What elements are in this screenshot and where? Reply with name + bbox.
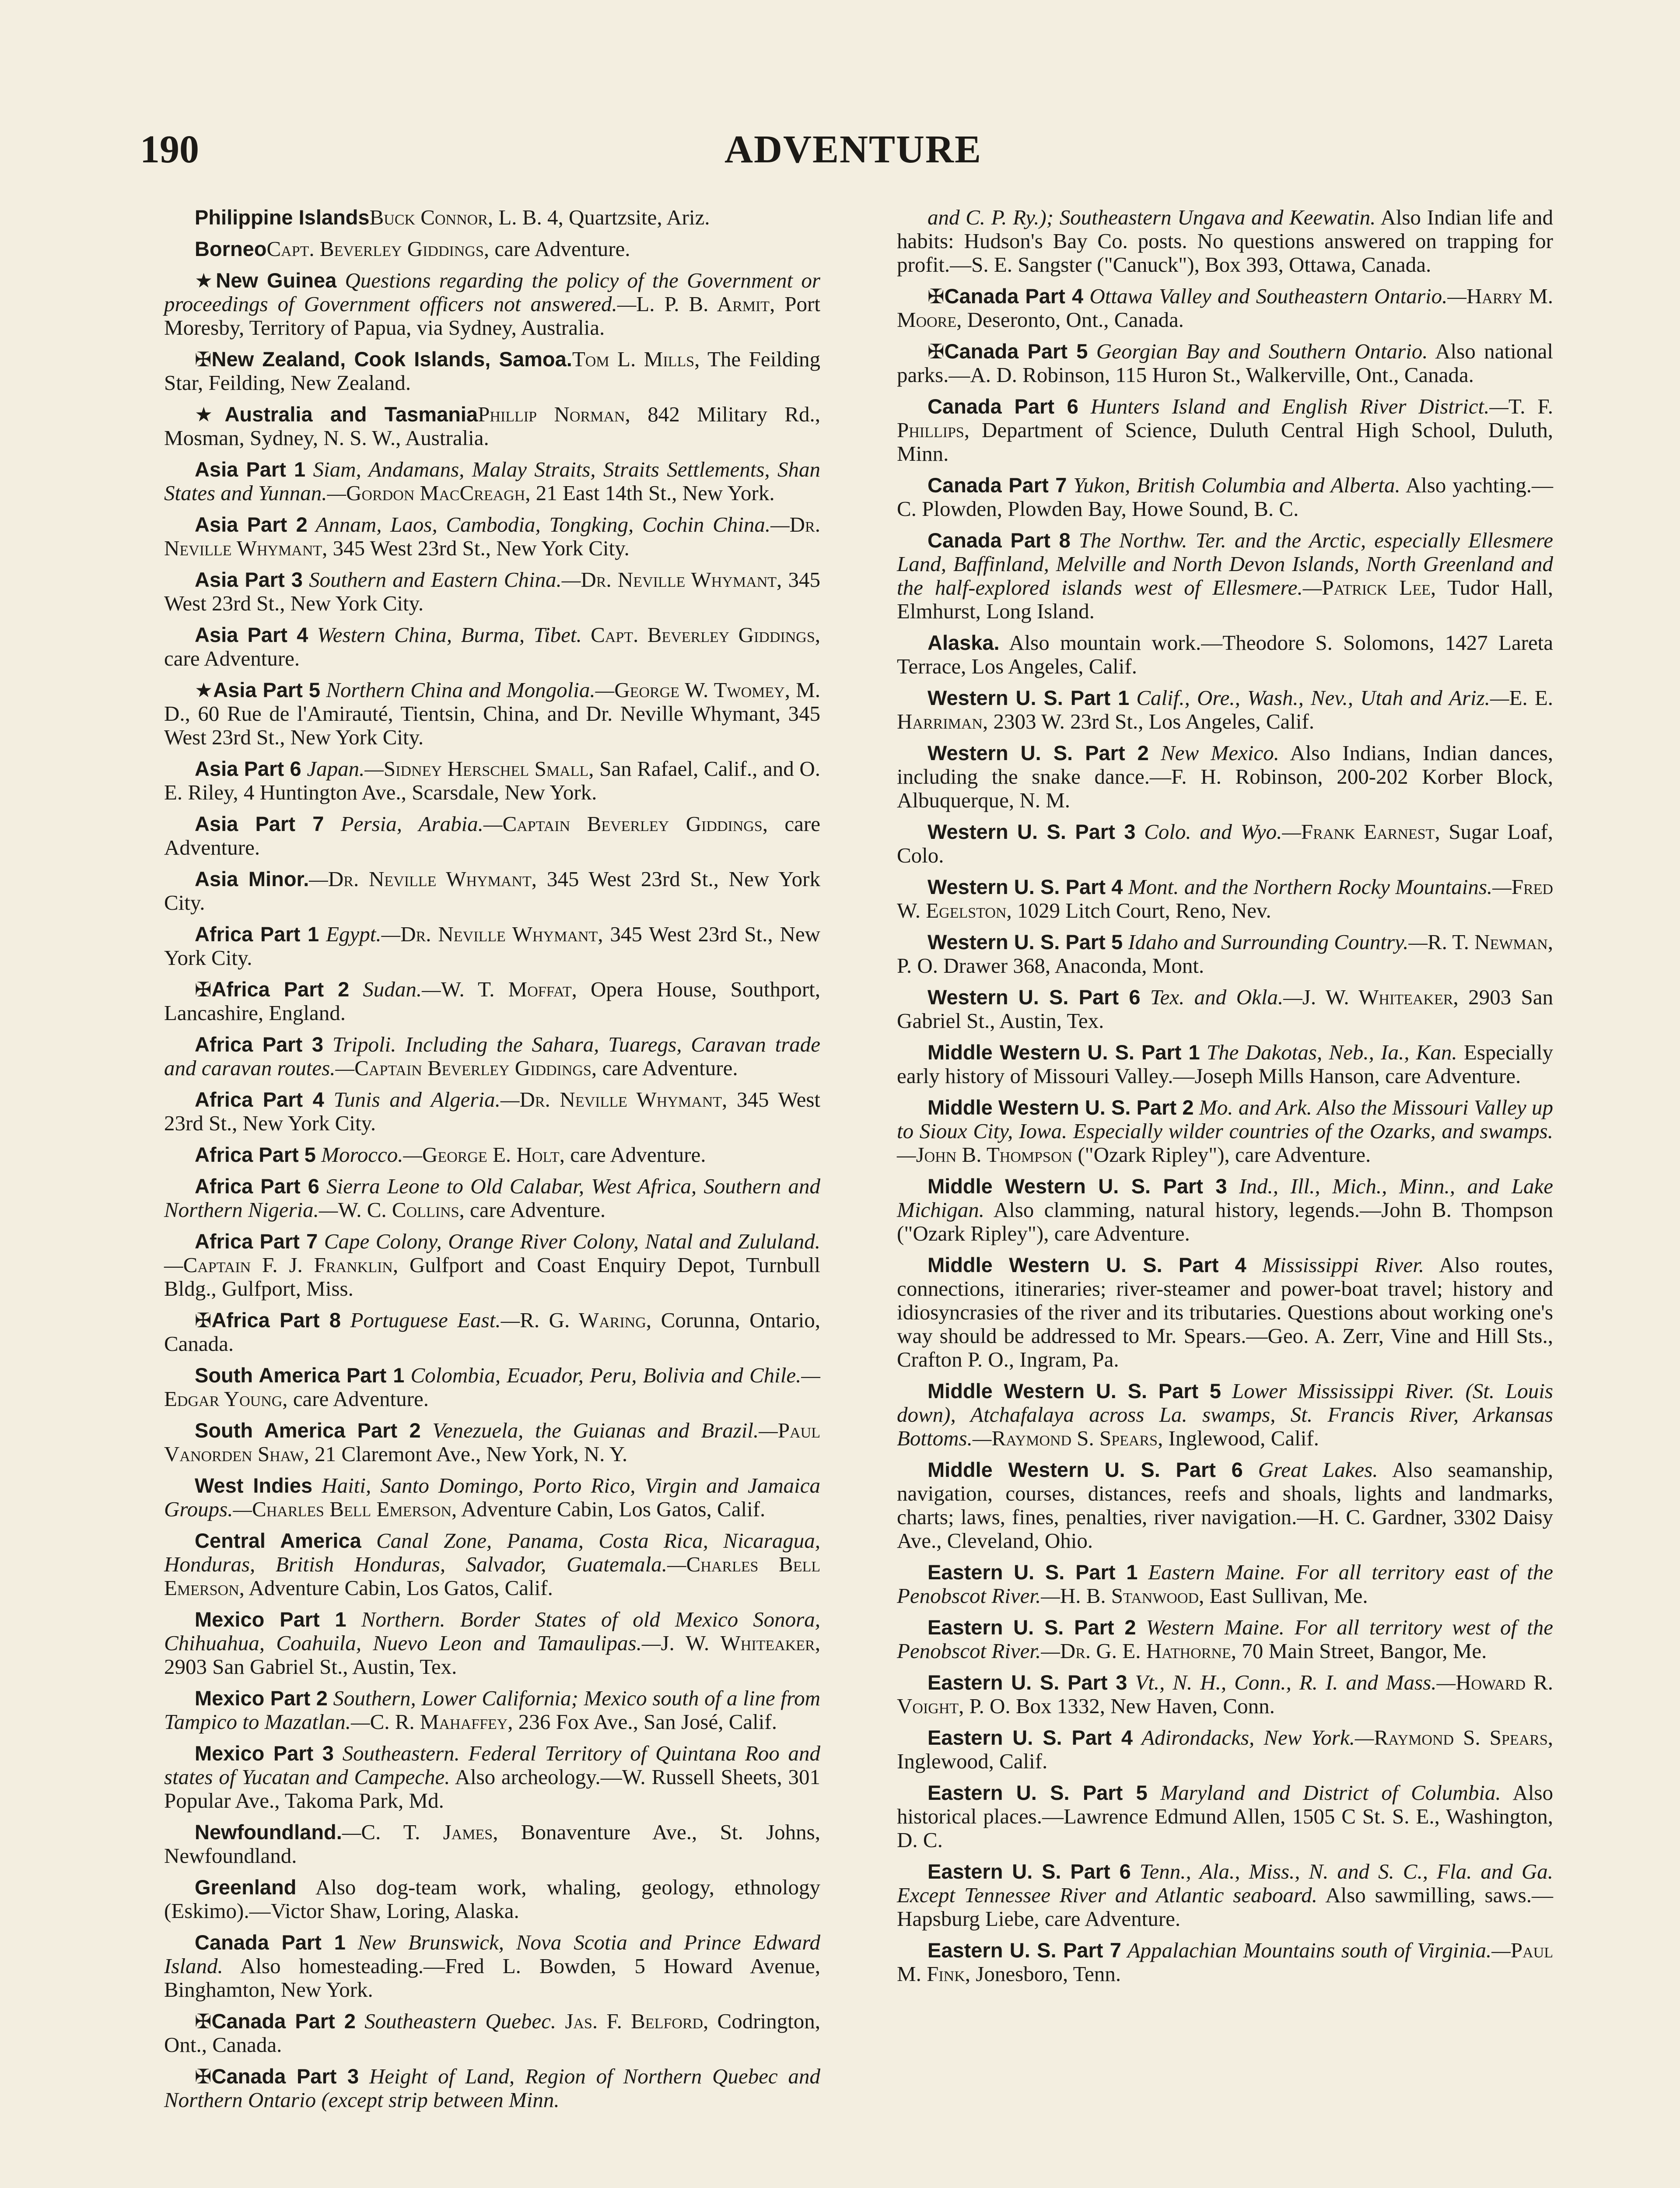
entry-heading: Mexico Part 3 <box>195 1742 334 1765</box>
entry-address: Department of Science, Duluth Central High School, Duluth, Minn. <box>897 418 1553 466</box>
entry-address: L. B. 4, Quartzsite, Ariz. <box>493 205 710 229</box>
entry-heading: Eastern U. S. Part 7 <box>928 1939 1121 1962</box>
entry-heading: Eastern U. S. Part 3 <box>928 1671 1127 1694</box>
entry-heading: Middle Western U. S. Part 3 <box>928 1175 1227 1198</box>
cross-icon: ✠ <box>928 284 945 308</box>
entry-contact-name: Raymond S. Spears, <box>1374 1725 1553 1750</box>
directory-entry <box>897 1671 1553 1718</box>
directory-entry <box>897 1096 1553 1167</box>
entry-description: Great Lakes. <box>1242 1458 1378 1482</box>
entry-description: Tripoli. Including the Sahara, Tuaregs, Caravan trade and caravan routes.— <box>164 1032 821 1080</box>
entry-description: The Dakotas, Neb., Ia., Kan. <box>1200 1040 1457 1064</box>
directory-entry <box>897 340 1553 387</box>
entry-contact-name: Raymond S. Spears, <box>991 1426 1163 1450</box>
directory-entry <box>897 631 1553 678</box>
entry-contact-name: Tom L. Mills, <box>572 347 700 371</box>
entry-address: care Adventure. <box>489 237 630 261</box>
entry-address: Especially early history of Missouri Valley.—Joseph Mills Hanson, care Adventure. <box>897 1040 1553 1088</box>
entry-heading: Alaska. <box>928 631 1000 654</box>
entry-contact-name: E. E. Harriman, <box>897 686 1553 733</box>
entry-description: Yukon, British Columbia and Alberta. <box>1067 473 1400 497</box>
entry-address: Also clamming, natural history, legends.—John B. Thompson ("Ozark Ripley"), care Adventure. <box>897 1198 1553 1245</box>
entry-heading: Africa Part 7 <box>195 1230 318 1253</box>
entry-contact-name: Captain F. J. Franklin, <box>183 1253 399 1277</box>
entry-heading: West Indies <box>195 1474 313 1497</box>
entry-address: Also Indian life and habits: Hudson's Bay Co. posts. No questions answered on trapping for profit.—S. E. Sangster ("Canuck"), Box 393, Ottawa, Canada. <box>897 205 1553 277</box>
entry-description: — <box>342 1820 361 1844</box>
entry-heading: Asia Part 5 <box>213 678 321 701</box>
entry-heading: Africa Part 8 <box>211 1308 341 1332</box>
entry-address: care Adventure. <box>565 1143 706 1167</box>
entry-heading: Asia Part 3 <box>195 568 303 591</box>
entry-description: Siam, Andamans, Malay Straits, Straits Settlements, Shan States and Yunnan.— <box>164 457 820 505</box>
entry-contact-name: Paul M. Fink, <box>897 1938 1553 1986</box>
entry-description: Southern, Lower California; Mexico south of a line from Tampico to Mazatlan.— <box>164 1686 820 1734</box>
entry-heading: Asia Part 7 <box>195 812 324 835</box>
entry-description: Tunis and Algeria.— <box>324 1087 520 1112</box>
entry-address: M. D., 60 Rue de l'Amirauté, Tientsin, China, and Dr. Neville Whymant, 345 West 23rd St., New York City. <box>164 678 820 749</box>
entry-heading: Canada Part 6 <box>928 395 1078 418</box>
directory-entry <box>897 395 1553 466</box>
entry-address: Adventure Cabin, Los Gatos, Calif. <box>244 1576 553 1600</box>
entry-heading: Asia Part 6 <box>195 757 301 780</box>
star-icon: ★ <box>195 678 214 702</box>
entry-contact-name: Buck Connor, <box>369 205 494 229</box>
entry-heading: Canada Part 1 <box>195 1931 346 1954</box>
entry-heading: Middle Western U. S. Part 2 <box>928 1096 1194 1119</box>
entry-description: Adirondacks, New York.— <box>1132 1725 1374 1750</box>
directory-entry <box>164 1143 820 1167</box>
entry-description: Height of Land, Region of Northern Quebec and Northern Ontario (except strip between Minn. <box>164 2064 820 2112</box>
entry-heading: Asia Part 4 <box>195 623 308 646</box>
entry-description: Morocco.— <box>315 1143 423 1167</box>
directory-entry <box>897 206 1553 277</box>
cross-icon: ✠ <box>195 978 212 1001</box>
entry-contact-name: J. W. Whiteaker, <box>1302 985 1459 1009</box>
directory-entry <box>164 978 820 1025</box>
directory-entry <box>897 1726 1553 1773</box>
entry-description: Japan.— <box>301 757 384 781</box>
entry-heading: New Zealand, Cook Islands, Samoa. <box>211 347 572 371</box>
directory-entry <box>164 1931 820 2002</box>
entry-description: — <box>309 867 328 891</box>
directory-entry <box>897 1560 1553 1608</box>
cross-icon: ✠ <box>195 347 212 371</box>
directory-entry <box>897 1379 1553 1450</box>
entry-address: P. O. Box 1332, New Haven, Conn. <box>964 1694 1275 1718</box>
entry-description: Colombia, Ecuador, Peru, Bolivia and Chile.— <box>404 1363 820 1387</box>
directory-entry <box>897 1616 1553 1663</box>
entry-heading: Africa Part 6 <box>195 1175 319 1198</box>
entry-address: Also historical places.—Lawrence Edmund Allen, 1505 C St. S. E., Washington, D. C. <box>897 1781 1553 1852</box>
directory-entry <box>164 1033 820 1080</box>
entry-contact-name: Dr. G. E. Hathorne, <box>1060 1639 1237 1663</box>
entry-description: Sudan.— <box>349 977 441 1001</box>
entry-heading: Western U. S. Part 4 <box>928 875 1123 898</box>
entry-address: care Adventure. <box>597 1056 738 1080</box>
entry-contact-name: Dr. Neville Whymant, <box>400 922 603 946</box>
entry-description: Mississippi River. <box>1246 1253 1424 1277</box>
entry-heading: Western U. S. Part 5 <box>928 930 1123 954</box>
directory-entry <box>897 1175 1553 1245</box>
entry-address: The Feilding Star, Feilding, New Zealand. <box>164 347 820 395</box>
entry-heading: Canada Part 5 <box>944 340 1088 363</box>
entry-address: 345 West 23rd St., New York City. <box>164 568 820 615</box>
entry-description: Ind., Ill., Mich., Minn., and Lake Michigan. <box>897 1174 1553 1222</box>
entry-heading: Canada Part 2 <box>211 2009 356 2033</box>
entry-address: Also sawmilling, saws.—Hapsburg Liebe, care Adventure. <box>897 1883 1553 1931</box>
directory-entry <box>164 812 820 859</box>
entry-address: P. O. Drawer 368, Anaconda, Mont. <box>897 954 1204 978</box>
entry-heading: Middle Western U. S. Part 4 <box>928 1253 1246 1276</box>
entry-heading: Newfoundland. <box>195 1820 342 1844</box>
entry-address: Also Indians, Indian dances, including the snake dance.—F. H. Robinson, 200-202 Korber Block, Albuquerque, N. M. <box>897 741 1554 812</box>
entry-heading: Asia Part 1 <box>195 458 306 481</box>
entry-address: 70 Main Street, Bangor, Me. <box>1236 1639 1487 1663</box>
entry-contact-name: J. W. Whiteaker, <box>661 1631 820 1655</box>
directory-entry <box>164 568 820 615</box>
entry-address: Also homesteading.—Fred L. Bowden, 5 Howard Avenue, Binghamton, New York. <box>164 1954 820 2002</box>
entry-description: Annam, Laos, Cambodia, Tongking, Cochin China.— <box>307 512 790 536</box>
entry-contact-name: Charles Bell Emerson, <box>252 1497 457 1521</box>
entry-address: Also routes, connections, itineraries; river-steamer and power-boat travel; history and idiosyncrasies of the river and its tributaries. Questions about working one's way should be addressed to Mr. Spears.—Geo. A. Zerr, Vine and Hill Sts., Crafton P. O., Ingram, Pa. <box>897 1253 1553 1371</box>
entry-address: 2903 San Gabriel St., Austin, Tex. <box>897 985 1553 1033</box>
entry-description: Tex. and Okla.— <box>1140 985 1302 1009</box>
entry-heading: South America Part 1 <box>195 1364 405 1387</box>
entry-heading: Africa Part 5 <box>195 1143 316 1166</box>
entry-description: Georgian Bay and Southern Ontario. <box>1088 339 1428 363</box>
directory-entry <box>897 1041 1553 1088</box>
directory-entry <box>897 1253 1553 1371</box>
entry-address: Also mountain work.—Theodore S. Solomons, 1427 Lareta Terrace, Los Angeles, Calif. <box>897 631 1553 678</box>
entry-heading: Canada Part 8 <box>928 529 1071 552</box>
entry-address: East Sullivan, Me. <box>1204 1584 1368 1608</box>
entry-description: Questions regarding the policy of the Government or proceedings of Government officers not answered.— <box>164 268 820 316</box>
entry-heading: Eastern U. S. Part 2 <box>928 1616 1136 1639</box>
directory-entry <box>897 1458 1553 1553</box>
entry-address: care Adventure. <box>164 646 300 670</box>
directory-entry <box>164 1175 820 1222</box>
entry-contact-name: T. F. Phillips, <box>897 394 1554 442</box>
entry-heading: Asia Minor. <box>195 867 309 891</box>
entry-address: Also dog-team work, whaling, geology, ethnology (Eskimo).—Victor Shaw, Loring, Alaska. <box>164 1875 820 1923</box>
directory-entry <box>164 1364 820 1411</box>
entry-contact-name: W. T. Moffat, <box>441 977 577 1001</box>
entry-address: Sugar Loaf, Colo. <box>897 820 1553 867</box>
entry-contact-name: H. B. Stanwood, <box>1060 1584 1204 1608</box>
entry-address: Also archeology.—W. Russell Sheets, 301 Popular Ave., Takoma Park, Md. <box>164 1765 820 1813</box>
entry-contact-name: Charles Bell Emerson, <box>164 1552 820 1600</box>
entry-address: Inglewood, Calif. <box>897 1749 1048 1773</box>
entry-contact-name: Jas. F. Belford, <box>556 2009 709 2033</box>
entry-description: Idaho and Surrounding Country.— <box>1123 930 1428 954</box>
entry-address: 345 West 23rd St., New York City. <box>164 922 820 970</box>
entry-address: 345 West 23rd St., New York City. <box>164 867 820 915</box>
entry-address: Port Moresby, Territory of Papua, via Sydney, Australia. <box>164 292 820 340</box>
entry-address: Opera House, Southport, Lancashire, England. <box>164 977 820 1025</box>
directory-entry <box>164 678 820 749</box>
entry-heading: Eastern U. S. Part 5 <box>928 1781 1148 1804</box>
entry-contact-name: Captain Beverley Giddings, <box>354 1056 597 1080</box>
entry-description: Southeastern Quebec. <box>355 2009 556 2033</box>
directory-entry <box>897 284 1553 332</box>
entry-heading: Eastern U. S. Part 1 <box>928 1560 1138 1584</box>
entry-contact-name: Gordon MacCreagh, <box>346 481 531 505</box>
entry-address: 842 Military Rd., Mosman, Sydney, N. S. W., Australia. <box>164 402 820 450</box>
entry-address: care Adventure. <box>464 1198 606 1222</box>
directory-entry <box>164 1687 820 1734</box>
entry-address: 1029 Litch Court, Reno, Nev. <box>1012 898 1271 922</box>
entry-heading: Middle Western U. S. Part 6 <box>928 1458 1243 1481</box>
cross-icon: ✠ <box>928 340 945 363</box>
directory-entry <box>897 1860 1553 1931</box>
entry-address: Codrington, Ont., Canada. <box>164 2009 821 2057</box>
entry-description: Northern. Border States of old Mexico Sonora, Chihuahua, Coahuila, Nuevo Leon and Tamaulipas.— <box>164 1607 820 1655</box>
entry-description: Tenn., Ala., Miss., N. and S. C., Fla. and Ga. Except Tennessee River and Atlantic seaboard. <box>897 1859 1553 1907</box>
directory-entry <box>897 741 1553 812</box>
page-title: ADVENTURE <box>724 128 982 171</box>
cross-icon: ✠ <box>195 1308 212 1332</box>
directory-entry <box>164 1474 820 1521</box>
entry-description: Ottawa Valley and Southeastern Ontario.— <box>1083 284 1466 308</box>
cross-icon: ✠ <box>195 2009 212 2033</box>
entry-address: 2303 W. 23rd St., Los Angeles, Calif. <box>988 709 1315 733</box>
entry-contact-name: Dr. Neville Whymant, <box>164 512 820 560</box>
directory-entry <box>897 686 1553 733</box>
entry-description: Portuguese East.— <box>341 1308 520 1332</box>
directory-entry <box>164 2009 820 2057</box>
entry-contact-name: Captain Beverley Giddings, <box>502 812 768 836</box>
entry-address: 345 West 23rd St., New York City. <box>164 1087 821 1135</box>
entry-heading: Africa Part 4 <box>195 1088 324 1111</box>
entry-description: Western Maine. For all territory west of the Penobscot River.— <box>897 1615 1553 1663</box>
entry-heading: South America Part 2 <box>195 1419 421 1442</box>
cross-icon: ✠ <box>195 2065 212 2088</box>
directory-entry <box>897 1781 1553 1852</box>
entry-description: Egypt.— <box>319 922 401 946</box>
entry-contact-name: Dr. Neville Whymant, <box>519 1087 728 1112</box>
entry-contact-name: C. T. James, <box>361 1820 498 1844</box>
entry-description: Mont. and the Northern Rocky Mountains.— <box>1123 875 1512 899</box>
entry-heading: Eastern U. S. Part 4 <box>928 1726 1133 1749</box>
entry-description: Lower Mississippi River. (St. Louis down), Atchafalaya across La. swamps, St. Francis River, Arkansas Bottoms.— <box>897 1379 1553 1450</box>
entry-address: Deseronto, Ont., Canada. <box>962 308 1184 332</box>
entry-address: care Adventure. <box>164 812 820 859</box>
directory-entry <box>164 2065 820 2112</box>
entry-address: Bonaventure Ave., St. Johns, Newfoundland. <box>164 1820 820 1868</box>
entry-description: Colo. and Wyo.— <box>1135 820 1301 844</box>
entry-address: Jonesboro, Tenn. <box>970 1962 1121 1986</box>
star-icon: ★ <box>195 403 225 426</box>
directory-entry <box>164 1742 820 1813</box>
entry-description: Western China, Burma, Tibet. <box>308 623 582 647</box>
entry-contact-name: George W. Twomey, <box>614 678 790 702</box>
directory-entry <box>164 403 820 450</box>
entry-heading: Mexico Part 1 <box>195 1608 346 1631</box>
entry-address: San Rafael, Calif., and O. E. Riley, 4 Huntington Ave., Scarsdale, New York. <box>164 757 820 804</box>
entry-heading: Africa Part 3 <box>195 1033 323 1056</box>
directory-entry <box>164 867 820 915</box>
directory-entry <box>164 1529 820 1600</box>
entry-address: Also yachting.—C. Plowden, Plowden Bay, Howe Sound, B. C. <box>897 473 1553 521</box>
entry-contact-name: Capt. Beverley Giddings, <box>266 237 490 261</box>
entry-description: Persia, Arabia.— <box>324 812 503 836</box>
directory-entry <box>164 623 820 670</box>
entry-description: Haiti, Santo Domingo, Porto Rico, Virgin and Jamaica Groups.— <box>164 1473 820 1521</box>
entry-heading: Africa Part 2 <box>211 978 350 1001</box>
entry-address: ("Ozark Ripley"), care Adventure. <box>1072 1143 1371 1167</box>
directory-entry <box>164 1876 820 1923</box>
directory-entry <box>164 1608 820 1679</box>
directory-entry <box>164 206 820 229</box>
entry-description: Appalachian Mountains south of Virginia.— <box>1121 1938 1511 1962</box>
entry-heading: Western U. S. Part 6 <box>928 985 1141 1009</box>
entry-description: and C. P. Ry.); Southeastern Ungava and Keewatin. <box>928 205 1376 229</box>
star-icon: ★ <box>195 269 216 292</box>
entry-address: 21 Claremont Ave., New York, N. Y. <box>309 1442 628 1466</box>
entry-address: Gulfport and Coast Enquiry Depot, Turnbull Bldg., Gulfport, Miss. <box>164 1253 820 1301</box>
entry-heading: Central America <box>195 1529 361 1552</box>
entry-heading: New Guinea <box>216 269 337 292</box>
entry-description: New Brunswick, Nova Scotia and Prince Edward Island. <box>164 1930 821 1978</box>
entry-heading: Canada Part 7 <box>928 473 1067 497</box>
entry-address: 21 East 14th St., New York. <box>530 481 775 505</box>
entry-address: care Adventure. <box>287 1387 429 1411</box>
entry-description: Calif., Ore., Wash., Nev., Utah and Ariz.— <box>1129 686 1509 710</box>
entries-columns <box>164 206 1553 2188</box>
entry-address: 345 West 23rd St., New York City. <box>327 536 630 560</box>
directory-entry <box>897 930 1553 978</box>
directory-entry <box>897 1939 1553 1986</box>
entry-heading: Middle Western U. S. Part 1 <box>928 1041 1200 1064</box>
entry-contact-name: Fred W. Egelston, <box>897 875 1553 922</box>
entry-contact-name: Patrick Lee, <box>1322 575 1436 600</box>
page-number: 190 <box>140 128 199 171</box>
entry-heading: Australia and Tasmania <box>224 403 478 426</box>
entry-description: Eastern Maine. For all territory east of the Penobscot River.— <box>897 1560 1553 1608</box>
entry-heading: Middle Western U. S. Part 5 <box>928 1379 1222 1403</box>
entry-contact-name: L. P. B. Armit, <box>636 292 775 316</box>
entry-heading: Canada Part 4 <box>944 284 1084 308</box>
directory-entry <box>897 985 1553 1033</box>
entry-address: Adventure Cabin, Los Gatos, Calif. <box>457 1497 766 1521</box>
entry-heading: Western U. S. Part 1 <box>928 686 1130 709</box>
entry-address: Also seamanship, navigation, courses, distances, reefs and shoals, lights and landmarks, charts; laws, fines, penalties, river navigation.—H. C. Gardner, 3302 Daisy Ave., Cleveland, Ohio. <box>897 1458 1553 1553</box>
directory-entry <box>164 1230 820 1301</box>
entry-heading: Eastern U. S. Part 6 <box>928 1860 1131 1883</box>
entry-address: 236 Fox Ave., San José, Calif. <box>513 1710 777 1734</box>
entry-description: Southeastern. Federal Territory of Quintana Roo and states of Yucatan and Campeche. <box>164 1741 820 1789</box>
entry-address: Corunna, Ontario, Canada. <box>164 1308 821 1356</box>
directory-entry <box>897 875 1553 922</box>
directory-entry <box>164 237 820 261</box>
entry-contact-name: Dr. Neville Whymant, <box>581 568 782 592</box>
entry-description: New Mexico. <box>1148 741 1279 765</box>
entry-address: Also national parks.—A. D. Robinson, 115 Huron St., Walkerville, Ont., Canada. <box>897 339 1553 387</box>
entry-heading: Borneo <box>195 237 267 260</box>
directory-entry <box>164 922 820 970</box>
entry-description: Mo. and Ark. Also the Missouri Valley up to Sioux City, Iowa. Especially wilder countries of the Ozarks, and swamps.— <box>897 1095 1553 1167</box>
entry-heading: Greenland <box>195 1876 297 1899</box>
entry-address: Tudor Hall, Elmhurst, Long Island. <box>897 575 1553 623</box>
entry-contact-name: John B. Thompson <box>916 1143 1073 1167</box>
entry-contact-name: R. T. Newman, <box>1427 930 1553 954</box>
directory-entry <box>897 529 1553 623</box>
entry-contact-name: Dr. Neville Whymant, <box>328 867 537 891</box>
entry-description: Sierra Leone to Old Calabar, West Africa, Southern and Northern Nigeria.— <box>164 1174 821 1222</box>
directory-entry <box>164 1419 820 1466</box>
directory-entry <box>164 347 820 395</box>
entry-heading: Western U. S. Part 3 <box>928 820 1136 843</box>
page-header <box>140 127 1566 184</box>
entry-description: Venezuela, the Guianas and Brazil.— <box>420 1418 778 1442</box>
entry-contact-name: Frank Earnest, <box>1301 820 1440 844</box>
entry-contact-name: Phillip Norman, <box>478 402 630 426</box>
directory-entry <box>164 458 820 505</box>
entry-contact-name: Edgar Young, <box>164 1387 288 1411</box>
entry-heading: Western U. S. Part 2 <box>928 741 1149 764</box>
directory-entry <box>164 1308 820 1356</box>
entry-contact-name: Capt. Beverley Giddings, <box>581 623 820 647</box>
entry-contact-name: Harry M. Moore, <box>897 284 1554 332</box>
entry-description: Vt., N. H., Conn., R. I. and Mass.— <box>1127 1670 1456 1694</box>
entry-description: Southern and Eastern China.— <box>302 568 581 592</box>
entry-address: 2903 San Gabriel St., Austin, Tex. <box>164 1655 457 1679</box>
entry-heading: Mexico Part 2 <box>195 1687 328 1710</box>
entry-address: Inglewood, Calif. <box>1163 1426 1319 1450</box>
directory-entry <box>164 1088 820 1135</box>
directory-entry <box>164 1820 820 1868</box>
directory-entry <box>897 820 1553 867</box>
entry-contact-name: W. C. Collins, <box>338 1198 465 1222</box>
directory-entry <box>164 757 820 804</box>
entry-heading: Asia Part 2 <box>195 513 308 536</box>
entry-description: Hunters Island and English River District.— <box>1078 394 1508 418</box>
directory-entry <box>897 473 1553 521</box>
left-column <box>164 206 820 2120</box>
entry-contact-name: C. R. Mahaffey, <box>370 1710 513 1734</box>
entry-description: The Northw. Ter. and the Arctic, especially Ellesmere Land, Baffinland, Melville and North Devon Islands, North Greenland and the half-explored islands west of Ellesmere.— <box>897 528 1553 600</box>
entry-contact-name: Paul Vanorden Shaw, <box>164 1418 820 1466</box>
entry-description: Canal Zone, Panama, Costa Rica, Nicaragua, Honduras, British Honduras, Salvador, Guatemala.— <box>164 1529 821 1576</box>
entry-description: Northern China and Mongolia.— <box>320 678 615 702</box>
entry-heading: Africa Part 1 <box>195 922 319 946</box>
entry-contact-name: R. G. Waring, <box>520 1308 652 1332</box>
entry-description: Maryland and District of Columbia. <box>1147 1781 1501 1805</box>
entry-description: Cape Colony, Orange River Colony, Natal and Zululand.— <box>164 1229 820 1277</box>
right-column <box>897 206 1553 1994</box>
entry-contact-name: Sidney Herschel Small, <box>383 757 594 781</box>
entry-heading: Canada Part 3 <box>211 2065 359 2088</box>
directory-entry <box>164 513 820 560</box>
entry-contact-name: George E. Holt, <box>422 1143 565 1167</box>
directory-entry <box>164 269 820 340</box>
entry-heading: Philippine Islands <box>195 206 370 229</box>
entry-contact-name: Howard R. Voight, <box>897 1670 1553 1718</box>
